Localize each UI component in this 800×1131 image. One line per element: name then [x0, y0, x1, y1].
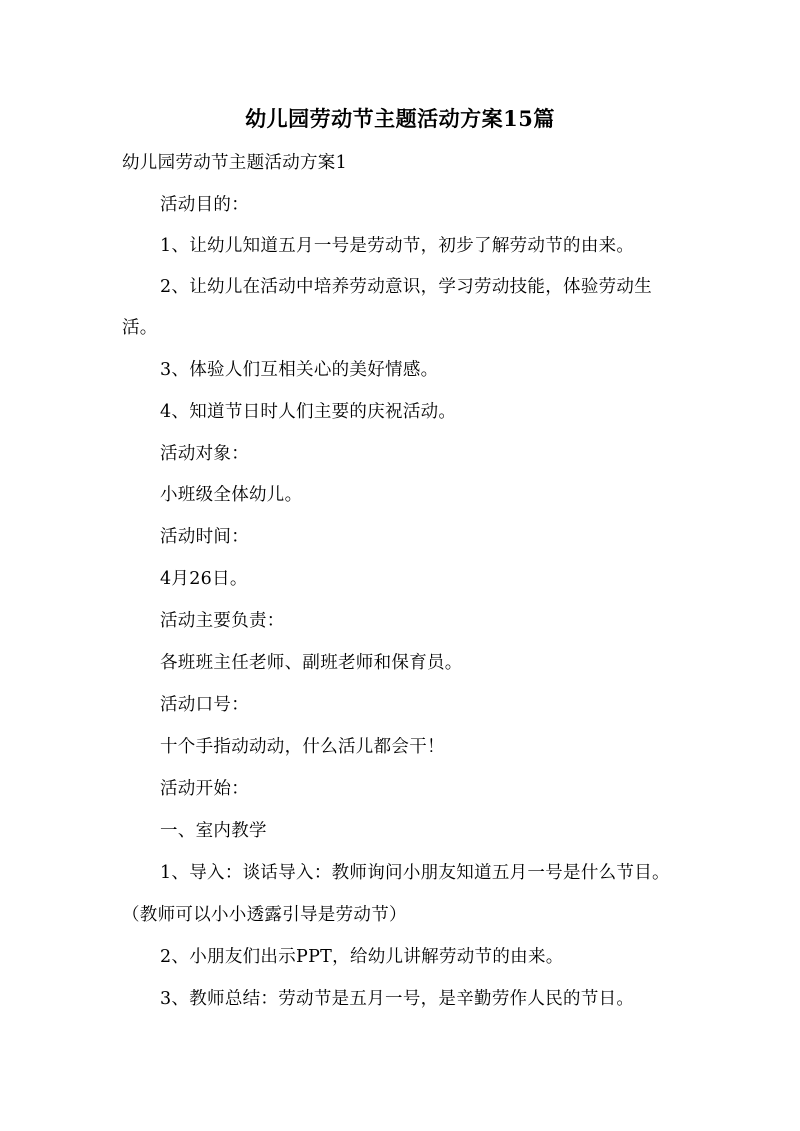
paragraph-line: 4、知道节日时人们主要的庆祝活动。: [160, 402, 457, 422]
paragraph-line: 活动目的：: [160, 195, 249, 215]
document-title: 幼儿园劳动节主题活动方案15篇: [245, 106, 555, 131]
paragraph-line: 小班级全体幼儿。: [160, 485, 303, 505]
paragraph-line: 4月26日。: [160, 569, 248, 589]
paragraph-line: 活动时间：: [160, 527, 249, 547]
paragraph-line: 活动口号：: [160, 695, 249, 715]
paragraph-line: （教师可以小小透露引导是劳动节）: [122, 905, 407, 925]
paragraph-line: 活动对象：: [160, 444, 249, 464]
paragraph-line: 1、导入：谈话导入：教师询问小朋友知道五月一号是什么节目。: [160, 863, 670, 883]
paragraph-line: 3、教师总结：劳动节是五月一号，是辛勤劳作人民的节日。: [160, 989, 635, 1009]
paragraph-line: 活。: [122, 318, 158, 338]
paragraph-line: 2、让幼儿在活动中培养劳动意识，学习劳动技能，体验劳动生: [160, 277, 653, 297]
paragraph-line: 各班班主任老师、副班老师和保育员。: [160, 653, 463, 673]
paragraph-line: 活动主要负责：: [160, 611, 285, 631]
paragraph-line: 十个手指动动动，什么活儿都会干！: [160, 737, 445, 757]
section-heading: 幼儿园劳动节主题活动方案1: [122, 153, 348, 173]
paragraph-line: 3、体验人们互相关心的美好情感。: [160, 360, 439, 380]
paragraph-line: 1、让幼儿知道五月一号是劳动节，初步了解劳动节的由来。: [160, 236, 635, 256]
paragraph-line: 活动开始：: [160, 779, 249, 799]
paragraph-line: 2、小朋友们出示PPT，给幼儿讲解劳动节的由来。: [160, 947, 564, 967]
paragraph-line: 一、室内教学: [160, 821, 267, 841]
